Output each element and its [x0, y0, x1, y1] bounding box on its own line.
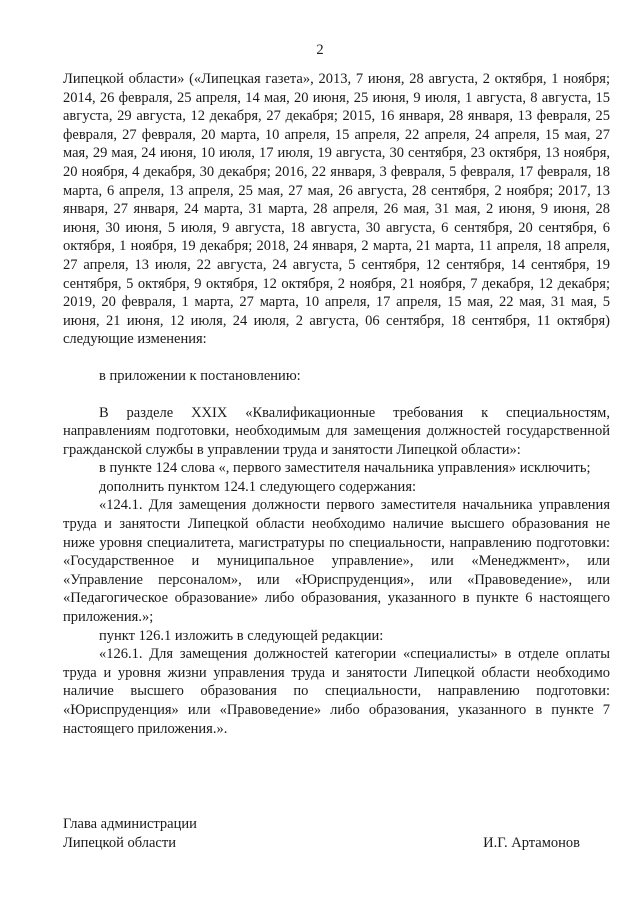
item-126-1-text: «126.1. Для замещения должностей категории «специалисты» в отделе оплаты труда и уровня жизни управления труда и занятости Липецкой области необходимо наличие высшего образования по специальности, направлению подготовки: «Юриспруденция» или «Правоведение» либо образования, указанного в пункте 7 настоящего приложения.». — [63, 646, 610, 737]
item-124-line: в пункте 124 слова «, первого заместителя начальника управления» исключить; — [99, 460, 591, 477]
intro-paragraph: Липецкой области» («Липецкая газета», 2013, 7 июня, 28 августа, 2 октября, 1 ноября; 2014, 26 февраля, 25 апреля, 14 мая, 20 июня, 25 июня, 9 июля, 1 августа, 8 августа, 15 августа, 29 августа, 12 декабря, 27 декабря; 2015, 16 января, 28 января, 13 февраля, 25 февраля, 27 февраля, 20 марта, 10 апреля, 15 апреля, 22 апреля, 24 апреля, 15 мая, 27 мая, 29 мая, 24 июня, 10 июля, 17 июля, 19 августа, 30 сентября, 23 октября, 13 ноября, 20 ноября, 4 декабря, 30 декабря; 2016, 22 января, 3 февраля, 5 февраля, 17 февраля, 18 марта, 6 апреля, 13 апреля, 25 мая, 27 мая, 26 августа, 28 сентября, 2 ноября; 2017, 13 января, 27 января, 24 марта, 31 марта, 28 апреля, 26 мая, 31 мая, 2 июня, 9 июня, 28 июня, 30 июня, 5 июля, 9 августа, 18 августа, 30 августа, 6 сентября, 20 сентября, 6 октября, 1 ноября, 19 декабря; 2018, 24 января, 2 марта, 21 марта, 11 апреля, 18 апреля, 27 апреля, 13 июля, 22 августа, 24 августа, 5 сентября, 12 сентября, 14 сентября, 19 сентября, 5 октября, 9 октября, 12 октября, 2 ноября, 21 ноября, 7 декабря, 12 декабря; 2019, 20 февраля, 1 марта, 27 марта, 10 апреля, 17 апреля, 15 мая, 22 мая, 31 мая, 5 июня, 21 июня, 12 июля, 24 июля, 2 августа, 06 сентября, 18 сентября, 11 октября) следующие изменения: — [63, 71, 610, 348]
page-number: 2 — [316, 42, 324, 58]
item-126-line: пункт 126.1 изложить в следующей редакции: — [99, 627, 384, 644]
section-paragraph: В разделе XXIX «Квалификационные требования к специальностям, направлениям подготовки, необходимым для замещения должностей государственной гражданской службы в управлении труда и занятости Липецкой области»: — [63, 404, 610, 458]
signatory-name: И.Г. Артамонов — [483, 834, 580, 851]
signature-block — [63, 815, 610, 852]
signature-title-line1: Глава администрации — [63, 816, 197, 832]
add-item-line: дополнить пунктом 124.1 следующего содержания: — [99, 478, 417, 495]
item-124-1-text: «124.1. Для замещения должности первого заместителя начальника управления труда и занятости Липецкой области необходимо наличие высшего образования не ниже уровня специалитета, магистратуры по специальности, направлению подготовки: «Государственное и муниципальное управление», или «Менеджмент», или «Управление персоналом», или «Юриспруденция», или «Правоведение», или «Педагогическое образование» либо образования, указанного в пункте 6 настоящего приложения.»; — [63, 497, 610, 626]
signature-title-line2: Липецкой области — [63, 834, 176, 851]
document-body — [63, 70, 610, 738]
appendix-line: в приложении к постановлению: — [99, 367, 301, 384]
